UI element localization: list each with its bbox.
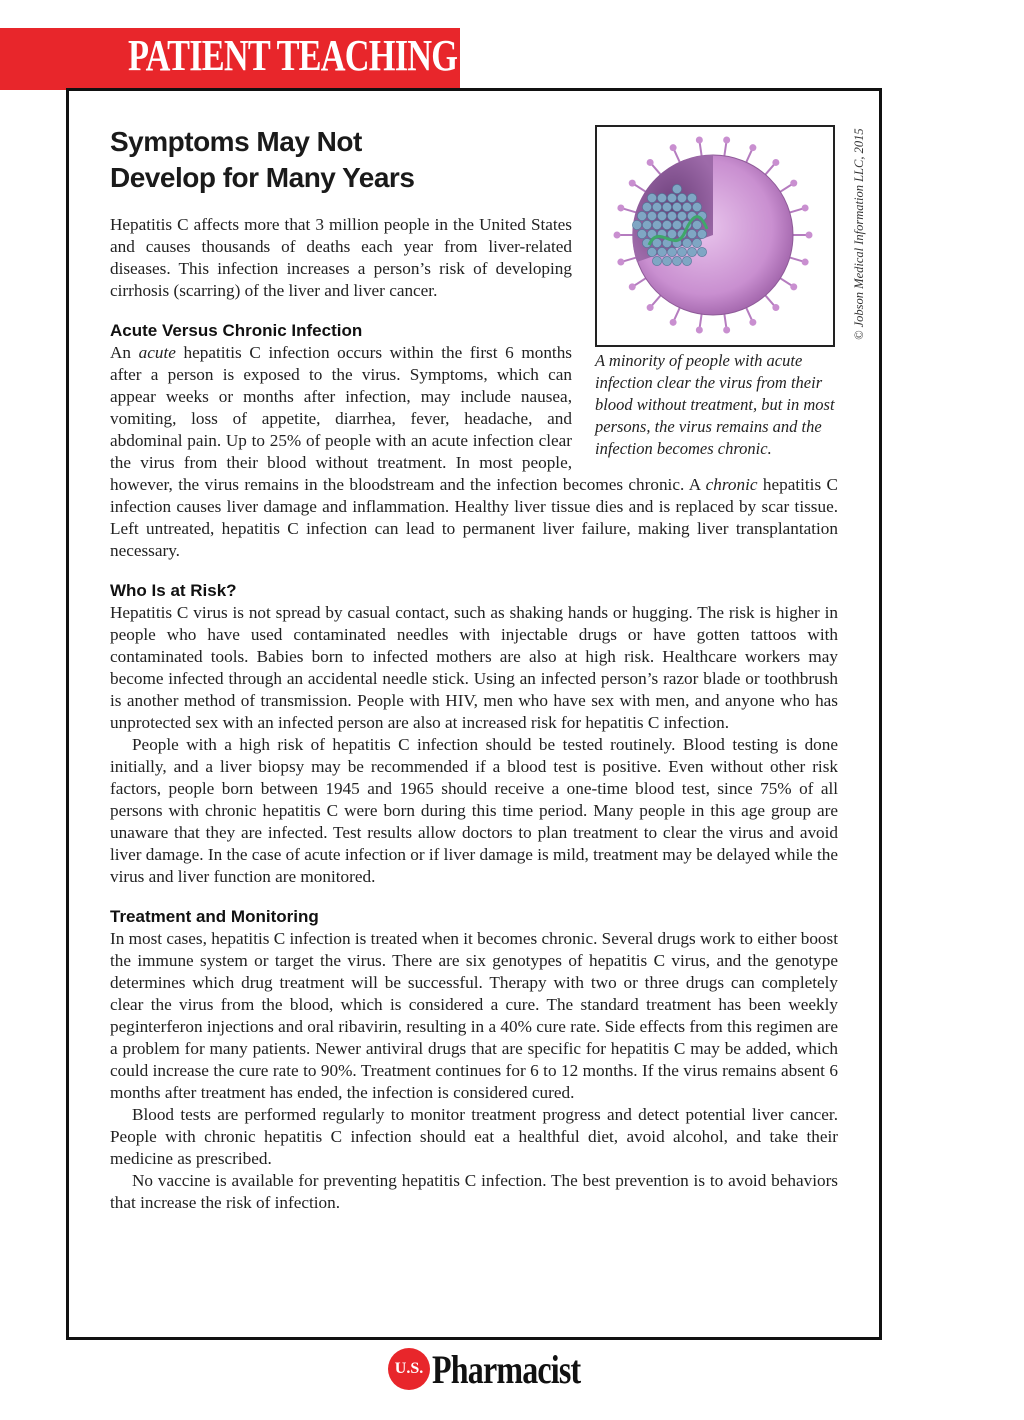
copyright-notice: © Jobson Medical Information LLC, 2015 [852,128,866,340]
figure-caption: A minority of people with acute infection clear the virus from their blood without treatment, but in most persons, the virus remains and the infection becomes chronic. [595,351,835,458]
intro-paragraph: Hepatitis C affects more that 3 million people in the United States and causes thousands of deaths each year from liver-related diseases. This infection increases a person’s risk of developing cirrhosis (scarring) of the liver and liver cancer. [110,215,572,300]
title-line-1: Symptoms May Not [110,126,362,157]
acute-text-a: An [110,343,139,362]
caption-wrap-spacer [572,342,838,474]
title-line-2: Develop for Many Years [110,162,415,193]
treatment-paragraph-2: Blood tests are performed regularly to monitor treatment progress and detect potential liver cancer. People with chronic hepatitis C infection should eat a healthful diet, avoid alcohol, and take their medicine as prescribed. [110,1105,838,1168]
acute-term: acute [138,343,176,362]
section-heading-acute: Acute Versus Chronic Infection [110,321,363,340]
logo-wordmark: Pharmacist [432,1346,581,1392]
acute-text-b: hepatitis C infection occurs within the first 6 months after a person is exposed to the virus. Symptoms, which can appear weeks or months after infection, may include nausea, vomiting, loss of appetite, diarrhea, fever, headache, and abdominal pain. Up to 25% of people with an acute infection clear the virus from their blood without treatment. In most people, however, the virus remains in the bloodstream and the infection becomes chronic. A [110,343,706,494]
chronic-term: chronic [705,475,758,494]
treatment-paragraph-1: In most cases, hepatitis C infection is treated when it becomes chronic. Several drugs work to either boost the immune system or target the virus. There are six genotypes of hepatitis C virus, and the genotype determines which drug treatment will be successful. Therapy with two or three drugs can completely clear the virus from the blood, which is considered a cure. The standard treatment has been weekly peginterferon injections and oral ribavirin, resulting in a 40% cure rate. Side effects from this regimen are a problem for many patients. Newer antiviral drugs that are specific for hepatitis C may be added, which could increase the cure rate to 90%. Treatment continues for 6 to 12 months. If the virus remains absent 6 months after treatment has ended, the infection is considered cured. [110,929,838,1102]
logo-us-badge: U.S. [388,1348,430,1390]
page-title [110,124,450,196]
article-body [110,124,838,1214]
acute-paragraph [110,342,838,562]
section-heading-treatment: Treatment and Monitoring [110,907,319,926]
treatment-paragraph-3: No vaccine is available for preventing hepatitis C infection. The best prevention is to avoid behaviors that increase the risk of infection. [110,1171,838,1212]
risk-paragraph-2: People with a high risk of hepatitis C infection should be tested routinely. Blood testing is done initially, and a liver biopsy may be recommended if a blood test is positive. Even without other risk factors, people born between 1945 and 1965 should receive a one-time blood test, since 75% of all persons with chronic hepatitis C were born during this time period. Many people in this age group are unaware that they are infected. Test results allow doctors to plan treatment to clear the virus and avoid liver damage. In the case of acute infection or if liver damage is mild, treatment may be delayed while the virus and liver function are monitored. [110,735,838,886]
banner-title: PATIENT TEACHING AID [128,31,524,80]
risk-paragraph-1: Hepatitis C virus is not spread by casual contact, such as shaking hands or hugging. The risk is higher in people who have used contaminated needles with injectable drugs or have gotten tattoos with contaminated tools. Babies born to infected mothers are also at high risk. Healthcare workers may become infected through an accidental needle stick. Using an infected person’s razor blade or toothbrush is another method of transmission. People with HIV, men who have sex with men, and anyone who has unprotected sex with an infected person are also at increased risk for hepatitis C infection. [110,603,838,732]
us-pharmacist-logo [388,1344,618,1394]
section-heading-risk: Who Is at Risk? [110,581,237,600]
acute-text-c: hepatitis C infection causes liver damage and inflammation. Healthy liver tissue dies and is replaced by scar tissue. Left untreated, hepatitis C infection can lead to permanent liver failure, making liver transplantation necessary. [110,475,839,560]
